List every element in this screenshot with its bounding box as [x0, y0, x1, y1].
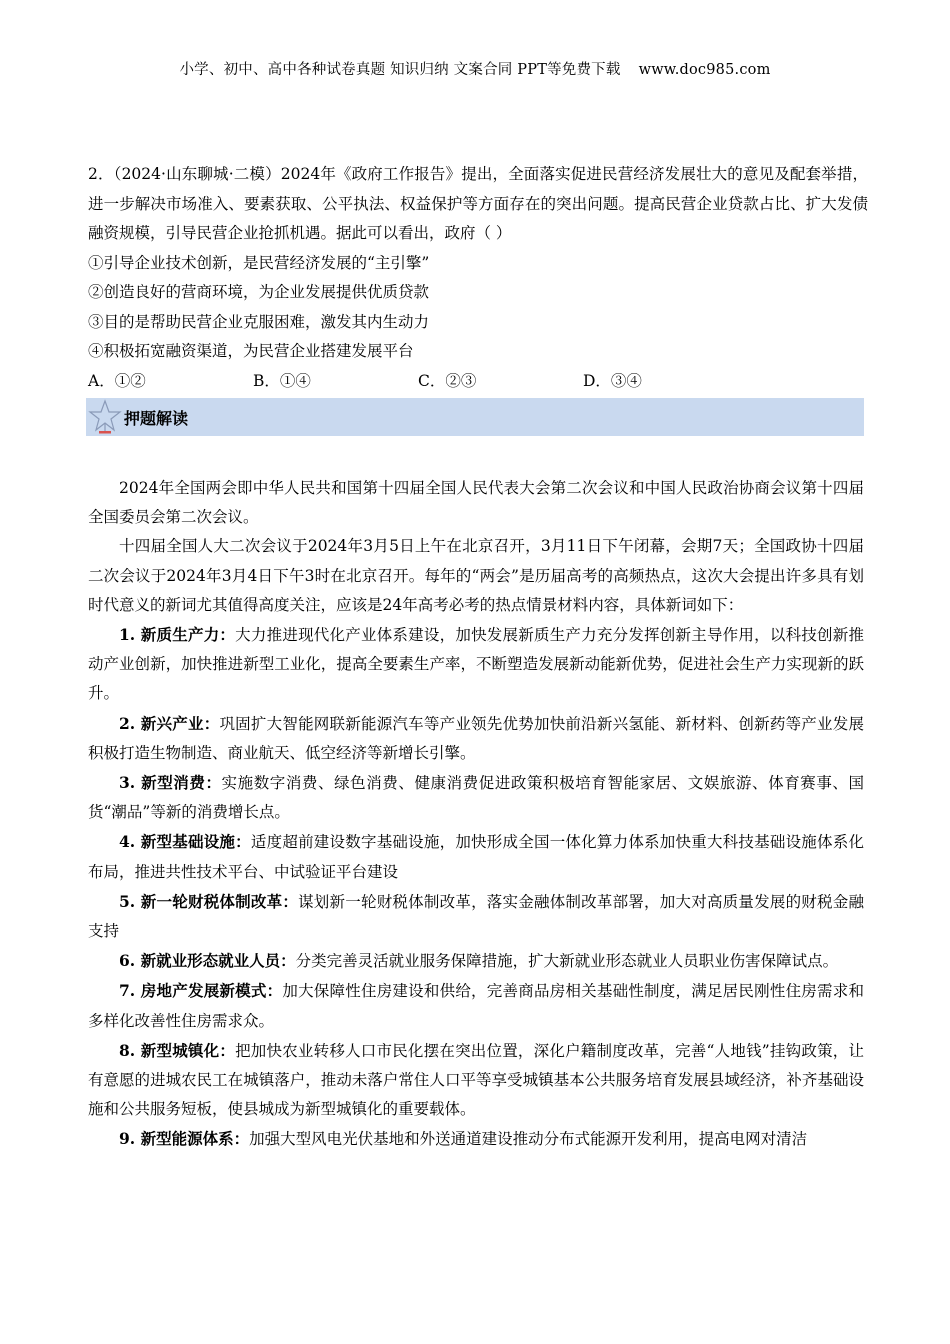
intro-paragraph-1: 2024年全国两会即中华人民共和国第十四届全国人民代表大会第二次会议和中国人民政治协商会议第十四届全国委员会第二次会议。	[88, 479, 864, 527]
analysis-body	[88, 474, 864, 1155]
term-label: 2. 新兴产业：	[119, 713, 220, 733]
term-label: 9. 新型能源体系：	[119, 1129, 250, 1149]
option-2: ②创造良好的营商环境，为企业发展提供优质贷款	[88, 283, 430, 301]
question-stem: 2．（2024·山东聊城·二模）2024年《政府工作报告》提出，全面落实促进民营经济发展壮大的意见及配套举措，进一步解决市场准入、要素获取、公平执法、权益保护等方面存在的突出问题。提高民营企业贷款占比、扩大发债融资规模，引导民营企业抢抓机遇。据此可以看出，政府（ ）	[88, 165, 868, 242]
term-label: 5. 新一轮财税体制改革：	[119, 891, 299, 911]
term-text: 适度超前建设数字基础设施，加快形成全国一体化算力体系加快重大科技基础设施体系化布局，推进共性技术平台、中试验证平台建设	[88, 833, 864, 881]
header-site[interactable]: www.doc985.com	[638, 62, 771, 78]
term-item-1	[88, 620, 864, 709]
term-text: 把加快农业转移人口市民化摆在突出位置，深化户籍制度改革，完善“人地钱”挂钩政策，让有意愿的进城农民工在城镇落户，推动未落户常住人口平等享受城镇基本公共服务培育发展县域经济，补齐基础设施和公共服务短板，使县城成为新型城镇化的重要载体。	[88, 1041, 864, 1119]
option-1: ①引导企业技术创新，是民营经济发展的“主引擎”	[88, 253, 430, 272]
choice-b: B．①④	[253, 371, 311, 390]
page-header	[0, 58, 950, 79]
choice-d: D．③④	[583, 371, 642, 390]
choice-a: A．①②	[88, 371, 146, 390]
header-text: 小学、初中、高中各种试卷真题 知识归纳 文案合同 PPT等免费下载	[179, 62, 621, 78]
option-3: ③目的是帮助民营企业克服困难，激发其内生动力	[88, 312, 430, 331]
answer-choices	[88, 367, 868, 397]
term-item-5	[88, 887, 864, 946]
section-title: 押题解读	[124, 408, 189, 428]
term-label: 3. 新型消费：	[119, 773, 222, 793]
term-item-4	[88, 827, 864, 886]
term-item-3	[88, 768, 864, 827]
term-text: 谋划新一轮财税体制改革，落实金融体制改革部署，加大对高质量发展的财税金融支持	[88, 892, 864, 941]
choice-c: C．②③	[418, 371, 477, 390]
question-block	[88, 160, 868, 396]
term-item-7	[88, 976, 864, 1035]
term-text: 分类完善灵活就业服务保障措施，扩大新就业形态就业人员职业伤害保障试点。	[295, 952, 839, 971]
term-label: 7. 房地产发展新模式：	[119, 981, 283, 1001]
term-label: 1. 新质生产力：	[119, 625, 236, 645]
term-item-6	[88, 946, 864, 976]
term-item-2	[88, 709, 864, 768]
term-text: 加大保障性住房建设和供给，完善商品房相关基础性制度，满足居民刚性住房需求和多样化改善性住房需求众。	[88, 982, 864, 1030]
term-text: 加强大型风电光伏基地和外送通道建设推动分布式能源开发利用，提高电网对清洁	[249, 1130, 808, 1149]
term-label: 8. 新型城镇化：	[119, 1040, 236, 1060]
section-banner	[86, 398, 864, 436]
term-label: 4. 新型基础设施：	[119, 832, 251, 852]
term-label: 6. 新就业形态就业人员：	[119, 951, 296, 971]
option-4: ④积极拓宽融资渠道，为民营企业搭建发展平台	[88, 342, 414, 360]
term-text: 实施数字消费、绿色消费、健康消费促进政策积极培育智能家居、文娱旅游、体育赛事、国货“潮品”等新的消费增长点。	[88, 774, 865, 822]
term-text: 巩固扩大智能网联新能源汽车等产业领先优势加快前沿新兴氢能、新材料、创新药等产业发展积极打造生物制造、商业航天、低空经济等新增长引擎。	[88, 714, 864, 762]
term-text: 大力推进现代化产业体系建设，加快发展新质生产力充分发挥创新主导作用，以科技创新推动产业创新，加快推进新型工业化，提高全要素生产率，不断塑造发展新动能新优势，促进社会生产力实现新的跃升。	[88, 626, 864, 703]
intro-paragraph-2: 十四届全国人大二次会议于2024年3月5日上午在北京召开，3月11日下午闭幕，会期7天；全国政协十四届二次会议于2024年3月4日下午3时在北京召开。每年的“两会”是历届高考的高频热点，这次大会提出许多具有划时代意义的新词尤其值得高度关注，应该是24年高考必考的热点情景材料内容，具体新词如下：	[88, 537, 864, 614]
term-item-8	[88, 1036, 864, 1125]
term-item-9	[88, 1124, 864, 1154]
star-icon	[88, 398, 122, 436]
